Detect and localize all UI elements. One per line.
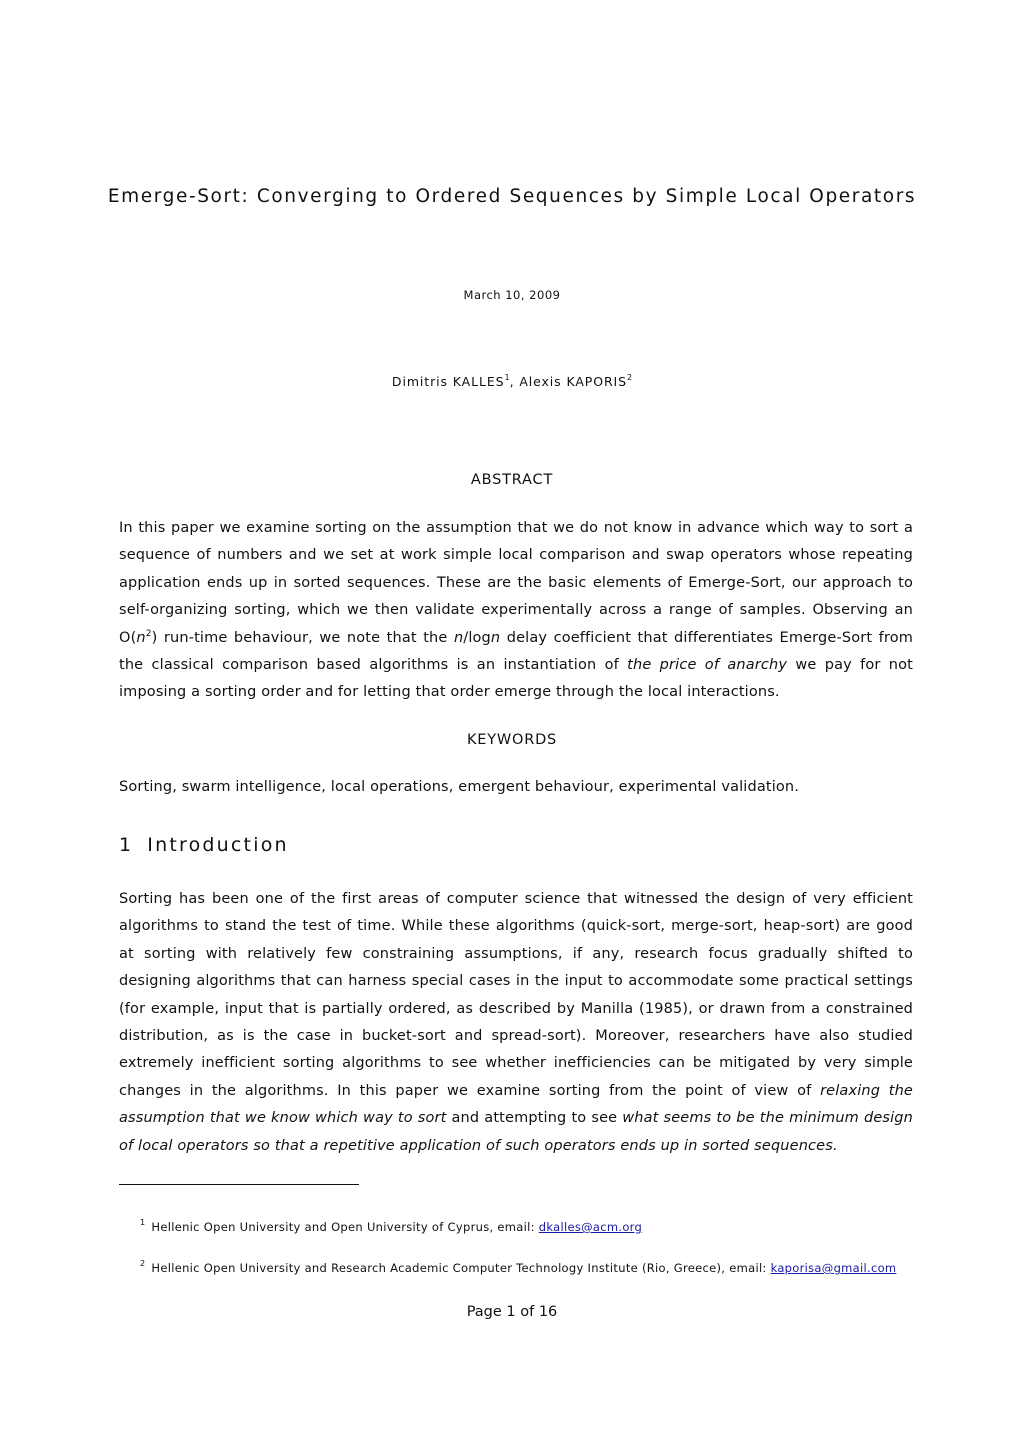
abstract-heading: ABSTRACT <box>470 472 554 488</box>
page-number: Page 1 of 16 <box>466 1304 558 1320</box>
intro-emphasis-1: relaxing the assumption that we know which way to sort <box>119 1082 913 1127</box>
footnote-mark-2: 2 <box>626 373 633 382</box>
section-heading-introduction <box>119 834 289 856</box>
keywords-list: Sorting, swarm intelligence, local operations, emergent behaviour, experimental validation. <box>119 779 800 795</box>
abstract-body: In this paper we examine sorting on the assumption that we do not know in advance which way to sort a sequence of numbers and we set at work simple local comparison and swap operators whose repeating application ends up in sorted sequences. These are the basic elements of Emerge-Sort, our approach to self-organizing sorting, which we then validate experimentally across a range of samples. Observing an $O(n^2)$ run-time behaviour, we note that the n/logn delay coefficient that differentiates Emerge-Sort from the classical comparison based algorithms is an instantiation of the price of anarchy we pay for not imposing a sorting order and for letting that order emerge through the local interactions. <box>119 520 913 701</box>
footnote-2: $^2$ Hellenic Open University and Research Academic Computer Technology Institute (Rio, Greece), email: kaporisa@gmail.com <box>140 1259 897 1275</box>
email-link-kaporis[interactable]: kaporisa@gmail.com <box>770 1261 897 1275</box>
intro-emphasis-2: what seems to be the minimum design of local operators so that a repetitive application of such operators ends up in sorted sequences. <box>119 1110 913 1154</box>
author-separator: , <box>509 374 520 389</box>
author-kaporis: Alexis KAPORIS <box>519 374 627 389</box>
author-line <box>0 374 1024 389</box>
paper-title: Emerge-Sort: Converging to Ordered Sequences by Simple Local Operators <box>107 186 917 207</box>
section-number: 1 <box>119 834 134 856</box>
author-kalles: Dimitris KALLES <box>391 374 505 389</box>
introduction-body: Sorting has been one of the first areas of computer science that witnessed the design of very efficient algorithms to stand the test of time. While these algorithms (quick-sort, merge-sort, heap-sort) are good at sorting with relatively few constraining assumptions, if any, research focus gradually shifted to designing algorithms that can harness special cases in the input to accommodate some practical settings (for example, input that is partially ordered, as described by Manilla (1985), or drawn from a constrained distribution, as is the case in bucket-sort and spread-sort). Moreover, researchers have also studied extremely inefficient sorting algorithms to see whether inefficiencies can be mitigated by very simple changes in the algorithms. In this paper we examine sorting from the point of view of relaxing the assumption that we know which way to sort and attempting to see what seems to be the minimum design of local operators so that a repetitive application of such operators ends up in sorted sequences. <box>119 891 913 1154</box>
paper-date: March 10, 2009 <box>463 288 561 302</box>
footnote-divider <box>119 1184 359 1185</box>
keywords-heading: KEYWORDS <box>466 732 558 748</box>
email-link-kalles[interactable]: dkalles@acm.org <box>538 1220 643 1234</box>
footnote-mark-1: 1 <box>504 373 510 382</box>
abstract-emphasis: the price of anarchy <box>627 657 788 674</box>
footnote-1: $^1$ Hellenic Open University and Open University of Cyprus, email: dkalles@acm.org <box>140 1218 643 1234</box>
section-title: Introduction <box>147 834 289 856</box>
